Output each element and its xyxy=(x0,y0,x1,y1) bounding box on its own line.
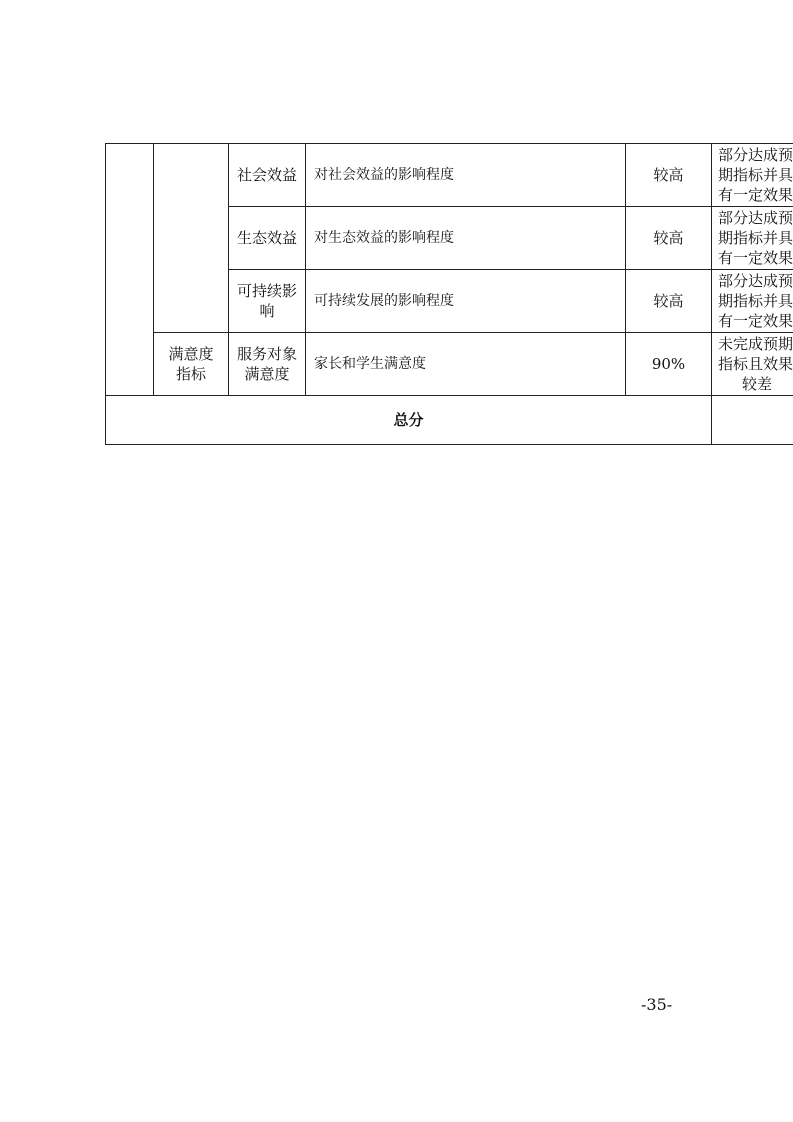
note-line: 期指标并具 xyxy=(718,229,793,247)
note-line: 期指标并具 xyxy=(718,166,793,184)
indicator-description: 可持续发展的影响程度 xyxy=(306,270,626,333)
note-line: 有一定效果 xyxy=(718,249,793,267)
evaluation-note xyxy=(712,207,793,270)
indicator-name-line: 响 xyxy=(259,302,275,320)
note-line: 较差 xyxy=(742,375,773,393)
indicator-description: 对社会效益的影响程度 xyxy=(306,144,626,207)
level2-indicator-cell xyxy=(154,144,229,333)
evaluation-note xyxy=(712,333,793,396)
level2-indicator-cell xyxy=(154,333,229,396)
total-score-cell xyxy=(712,396,793,445)
level3-indicator-cell xyxy=(229,144,306,207)
level3-indicator-cell xyxy=(229,333,306,396)
note-line: 部分达成预 xyxy=(718,209,793,227)
note-line: 期指标并具 xyxy=(718,292,793,310)
note-line: 有一定效果 xyxy=(718,312,793,330)
table-row xyxy=(106,144,793,207)
evaluation-note xyxy=(712,270,793,333)
level3-indicator-cell xyxy=(229,207,306,270)
level1-indicator-cell xyxy=(106,144,154,396)
note-line: 部分达成预 xyxy=(718,272,793,290)
indicator-name: 生态效益 xyxy=(236,229,297,247)
indicator-value: 较高 xyxy=(626,144,712,207)
indicator-name-line: 可持续影 xyxy=(236,282,297,300)
indicator-value: 较高 xyxy=(626,207,712,270)
indicator-name: 社会效益 xyxy=(236,166,297,184)
indicator-category-line: 指标 xyxy=(175,365,206,383)
total-row xyxy=(106,396,793,445)
note-line: 部分达成预 xyxy=(718,146,793,164)
table-row xyxy=(106,333,793,396)
indicator-description: 家长和学生满意度 xyxy=(306,333,626,396)
indicator-value: 较高 xyxy=(626,270,712,333)
indicator-name-line: 服务对象 xyxy=(236,345,297,363)
note-line: 指标且效果 xyxy=(718,355,793,373)
note-line: 未完成预期 xyxy=(718,335,793,353)
note-line: 有一定效果 xyxy=(718,186,793,204)
indicator-description: 对生态效益的影响程度 xyxy=(306,207,626,270)
performance-evaluation-table xyxy=(105,143,793,445)
level3-indicator-cell xyxy=(229,270,306,333)
indicator-name-line: 满意度 xyxy=(244,365,290,383)
total-label: 总分 xyxy=(106,396,712,445)
page-number: -35- xyxy=(641,995,673,1014)
indicator-category-line: 满意度 xyxy=(168,345,214,363)
indicator-value: 90% xyxy=(626,333,712,396)
evaluation-note xyxy=(712,144,793,207)
